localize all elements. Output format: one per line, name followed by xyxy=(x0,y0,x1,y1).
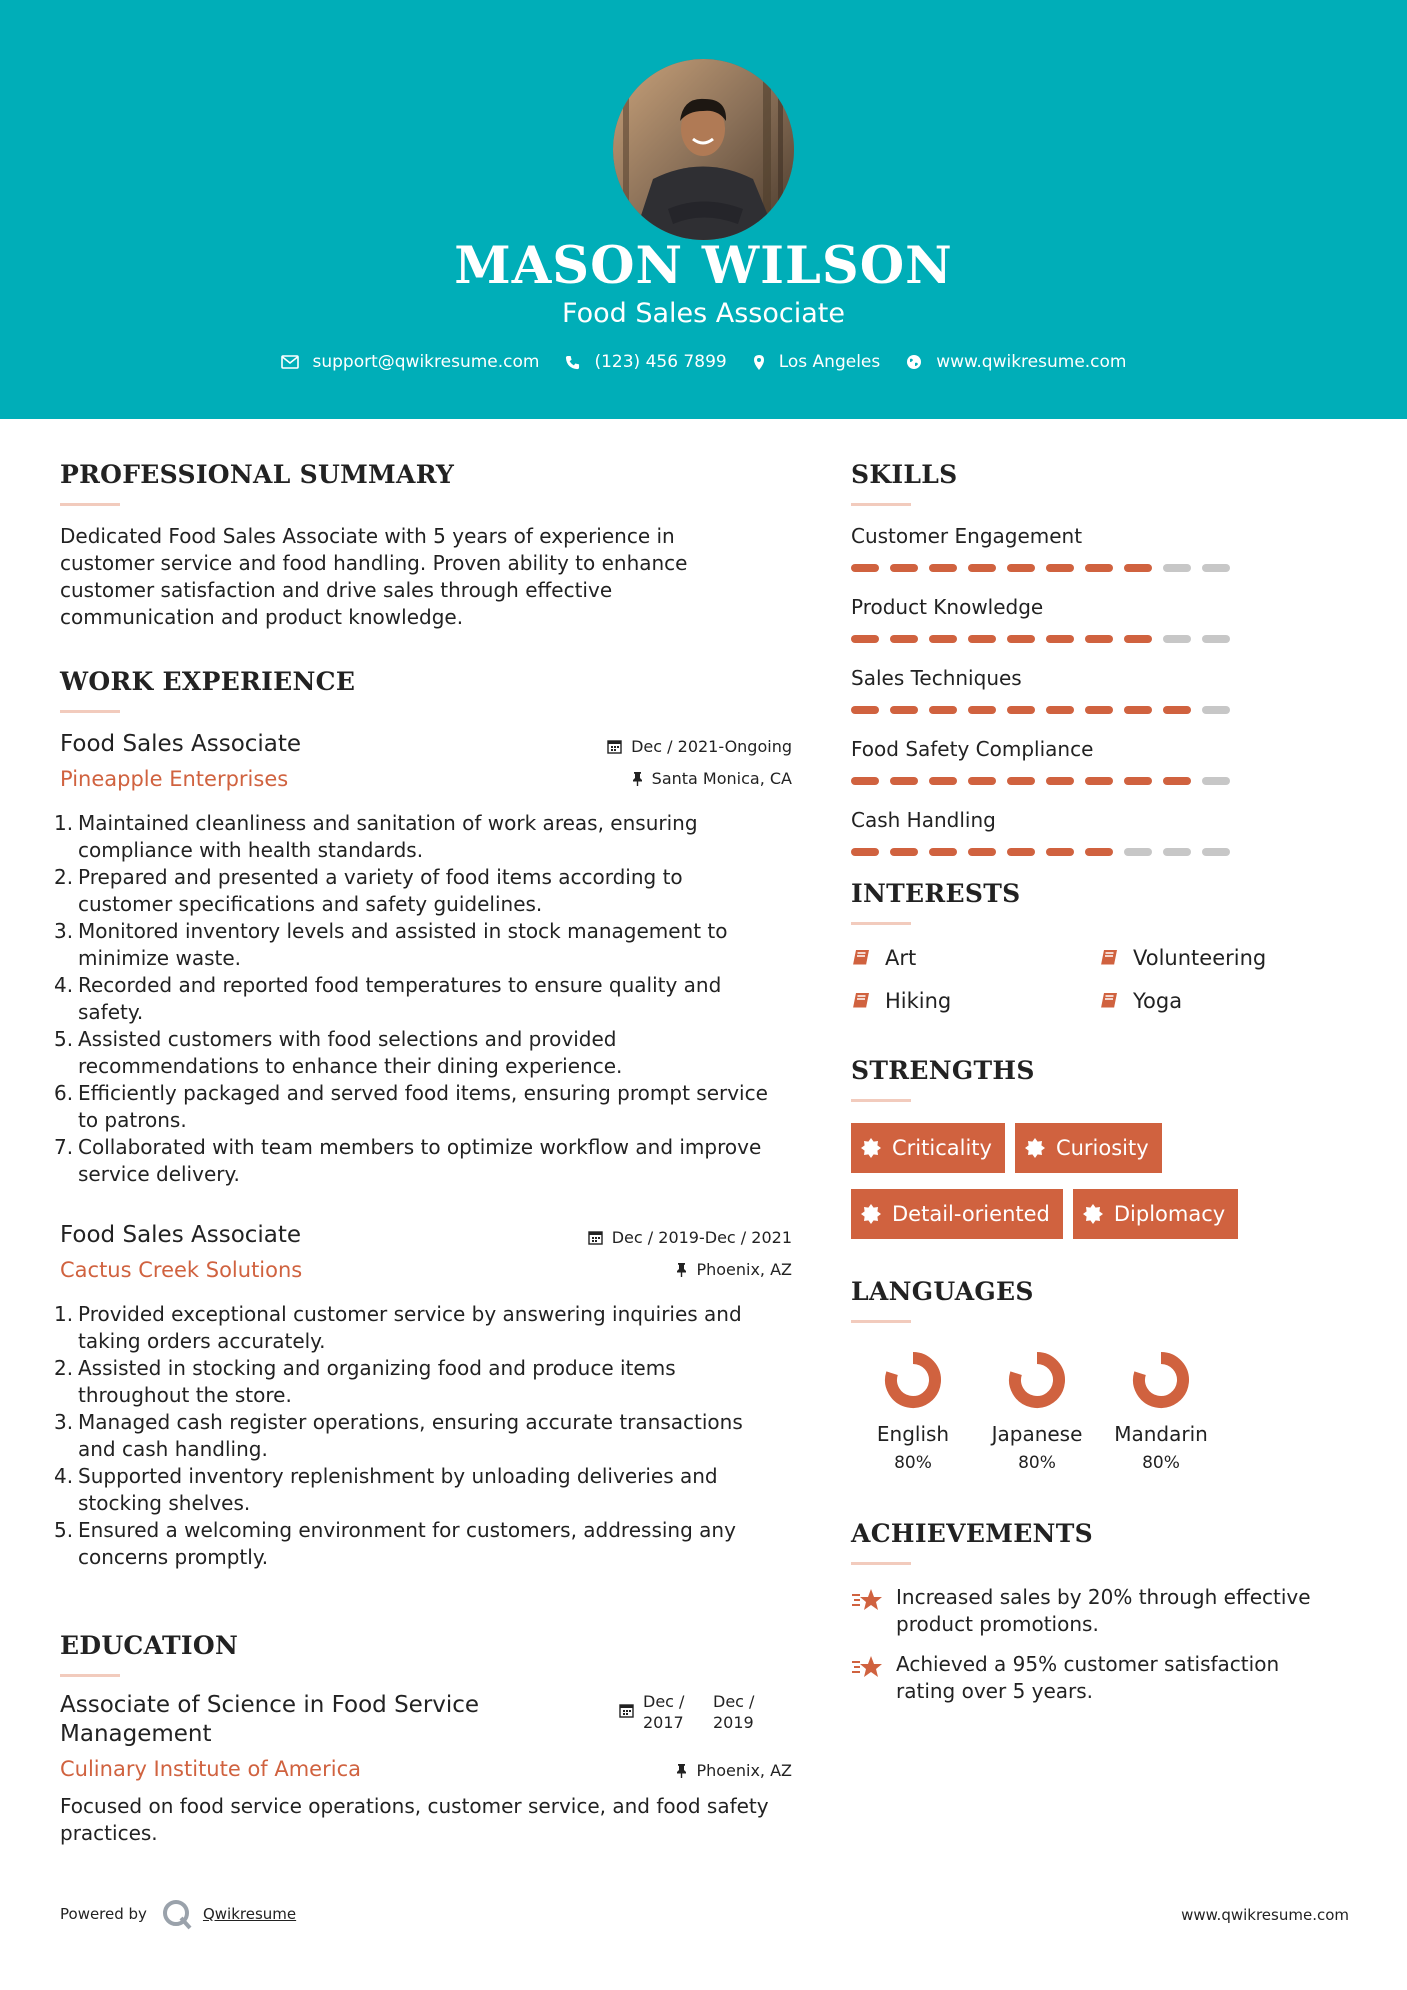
item-text: Prepared and presented a variety of food items according to customer specifications and safety guidelines. xyxy=(78,865,683,916)
languages-section xyxy=(851,1277,1351,1473)
languages-list xyxy=(851,1350,1351,1473)
job-date xyxy=(607,737,792,756)
book-icon xyxy=(851,948,871,968)
contact-website[interactable] xyxy=(906,352,1126,372)
job-date xyxy=(588,1228,792,1247)
rating-dot-filled xyxy=(851,635,879,643)
interests-section xyxy=(851,879,1351,1013)
language-percent: 80% xyxy=(1018,1453,1056,1473)
profile-photo xyxy=(613,59,794,240)
item-number: 2. xyxy=(54,865,74,889)
job-entry xyxy=(54,1222,792,1571)
job-entry xyxy=(54,731,792,1188)
rating-dot-filled xyxy=(851,848,879,856)
item-number: 4. xyxy=(54,973,74,997)
rating-dot-filled xyxy=(1085,564,1113,572)
achievements-list xyxy=(851,1584,1331,1705)
section-divider xyxy=(851,922,911,925)
skill-name: Cash Handling xyxy=(851,808,996,832)
skill-item xyxy=(851,524,1351,572)
section-divider xyxy=(60,710,120,713)
book-icon xyxy=(1099,991,1119,1011)
contact-location xyxy=(753,352,881,372)
strengths-title: STRENGTHS xyxy=(851,1056,1035,1085)
school-name: Culinary Institute of America xyxy=(60,1757,361,1781)
rating-dot-filled xyxy=(968,706,996,714)
item-text: Managed cash register operations, ensuring accurate transactions and cash handling. xyxy=(78,1410,743,1461)
location-text: Los Angeles xyxy=(778,352,881,372)
interest-item xyxy=(1099,989,1299,1013)
achievement-item xyxy=(851,1584,1331,1638)
skills-title: SKILLS xyxy=(851,460,958,489)
list-item xyxy=(54,1026,776,1080)
language-progress-arc xyxy=(1139,1358,1183,1402)
item-number: 1. xyxy=(54,811,74,835)
item-number: 3. xyxy=(54,1410,74,1434)
job-company: Pineapple Enterprises xyxy=(60,767,289,791)
rating-dot-filled xyxy=(968,564,996,572)
phone-text: (123) 456 7899 xyxy=(594,352,727,372)
interests-title: INTERESTS xyxy=(851,879,1021,908)
job-date-text: Dec / 2021-Ongoing xyxy=(631,737,792,756)
summary-text: Dedicated Food Sales Associate with 5 years of experience in customer service and food handling. Proven ability to enhance customer satisfaction and drive sales through effective communication and product knowledge. xyxy=(60,524,688,629)
item-number: 2. xyxy=(54,1356,74,1380)
rating-dot-empty xyxy=(1124,848,1152,856)
interest-label: Art xyxy=(885,946,917,970)
education-section xyxy=(60,1631,792,1847)
skill-item xyxy=(851,737,1351,785)
job-title: Food Sales Associate xyxy=(60,731,302,757)
item-number: 4. xyxy=(54,1464,74,1488)
rating-dot-filled xyxy=(1007,848,1035,856)
list-item xyxy=(54,972,776,1026)
candidate-role: Food Sales Associate xyxy=(562,298,845,329)
rating-dot-filled xyxy=(1124,777,1152,785)
book-icon xyxy=(1099,948,1119,968)
interest-item xyxy=(1099,946,1299,970)
calendar-icon xyxy=(588,1230,603,1245)
list-item xyxy=(54,1517,776,1571)
language-progress-ring xyxy=(1007,1350,1067,1410)
education-location xyxy=(676,1761,792,1780)
rating-dot-filled xyxy=(890,777,918,785)
degree-title-line1: Associate of Science in Food Service xyxy=(60,1692,480,1718)
strength-label: Diplomacy xyxy=(1113,1202,1226,1226)
rating-dot-filled xyxy=(890,706,918,714)
calendar-icon xyxy=(607,739,622,754)
item-text: Ensured a welcoming environment for customers, addressing any concerns promptly. xyxy=(78,1518,736,1569)
qwikresume-logo-icon xyxy=(161,1898,193,1930)
badge-icon xyxy=(1083,1204,1103,1224)
section-divider xyxy=(851,1562,911,1565)
list-item xyxy=(54,1409,776,1463)
language-item xyxy=(975,1350,1099,1473)
rating-dot-empty xyxy=(1202,777,1230,785)
section-divider xyxy=(851,1320,911,1323)
skills-section xyxy=(851,460,1351,856)
contact-phone[interactable] xyxy=(565,352,726,372)
strength-badge xyxy=(851,1189,1063,1239)
section-divider xyxy=(60,1674,120,1677)
strength-label: Curiosity xyxy=(1055,1136,1149,1160)
rating-dot-filled xyxy=(851,706,879,714)
item-number: 5. xyxy=(54,1027,74,1051)
contact-email[interactable] xyxy=(281,352,540,372)
language-name: English xyxy=(876,1422,950,1446)
job-title: Food Sales Associate xyxy=(60,1222,302,1248)
job-location xyxy=(676,1260,792,1279)
rating-dot-filled xyxy=(1163,706,1191,714)
badge-icon xyxy=(861,1204,881,1224)
book-icon xyxy=(851,991,871,1011)
list-item xyxy=(54,810,776,864)
strengths-list xyxy=(851,1123,1351,1255)
skill-rating xyxy=(851,564,1351,572)
rating-dot-filled xyxy=(1046,564,1074,572)
rating-dot-filled xyxy=(968,635,996,643)
achievement-item xyxy=(851,1651,1331,1705)
item-number: 5. xyxy=(54,1518,74,1542)
list-item xyxy=(54,1463,776,1517)
strength-badge xyxy=(1073,1189,1238,1239)
language-progress-arc xyxy=(891,1358,935,1402)
rating-dot-filled xyxy=(1124,635,1152,643)
rating-dot-filled xyxy=(929,635,957,643)
language-progress-ring xyxy=(883,1350,943,1410)
item-text: Assisted in stocking and organizing food and produce items throughout the store. xyxy=(78,1356,676,1407)
item-number: 3. xyxy=(54,919,74,943)
right-column xyxy=(851,460,1351,1718)
skill-item xyxy=(851,666,1351,714)
summary-section xyxy=(60,460,792,631)
item-text: Collaborated with team members to optimize workflow and improve service delivery. xyxy=(78,1135,762,1186)
job-date-text: Dec / 2019-Dec / 2021 xyxy=(611,1228,792,1247)
list-item xyxy=(54,1301,776,1355)
achievement-text: Increased sales by 20% through effective product promotions. xyxy=(896,1585,1311,1636)
skills-list xyxy=(851,524,1351,856)
achievements-section xyxy=(851,1519,1351,1705)
rating-dot-filled xyxy=(1046,777,1074,785)
item-text: Assisted customers with food selections and provided recommendations to enhance their dining experience. xyxy=(78,1027,623,1078)
calendar-icon xyxy=(619,1703,634,1718)
rating-dot-filled xyxy=(1046,706,1074,714)
rating-dot-filled xyxy=(890,564,918,572)
end-year: 2019 xyxy=(713,1713,754,1732)
language-percent: 80% xyxy=(894,1453,932,1473)
start-month: Dec / xyxy=(643,1692,685,1711)
experience-section xyxy=(54,667,792,1571)
rating-dot-filled xyxy=(1085,635,1113,643)
strengths-section xyxy=(851,1056,1351,1255)
footer-powered xyxy=(60,1898,296,1930)
rating-dot-filled xyxy=(1085,777,1113,785)
rating-dot-filled xyxy=(1046,848,1074,856)
section-divider xyxy=(60,503,120,506)
brand-link[interactable]: Qwikresume xyxy=(202,1905,297,1923)
rating-dot-empty xyxy=(1202,635,1230,643)
rating-dot-empty xyxy=(1202,706,1230,714)
achievements-title: ACHIEVEMENTS xyxy=(851,1519,1093,1548)
item-number: 6. xyxy=(54,1081,74,1105)
phone-icon xyxy=(565,355,580,370)
list-item xyxy=(54,1134,776,1188)
rating-dot-empty xyxy=(1163,848,1191,856)
start-year: 2017 xyxy=(643,1713,684,1732)
item-number: 1. xyxy=(54,1302,74,1326)
job-location-text: Phoenix, AZ xyxy=(696,1260,792,1279)
item-number: 7. xyxy=(54,1135,74,1159)
education-title: EDUCATION xyxy=(60,1631,239,1660)
rating-dot-filled xyxy=(1007,706,1035,714)
left-column xyxy=(54,460,792,1847)
resume-header xyxy=(0,0,1407,419)
section-divider xyxy=(851,1099,911,1102)
job-location-text: Santa Monica, CA xyxy=(651,769,792,788)
summary-title: PROFESSIONAL SUMMARY xyxy=(60,460,455,489)
rating-dot-empty xyxy=(1163,635,1191,643)
interest-item xyxy=(851,989,1099,1013)
rating-dot-filled xyxy=(851,564,879,572)
interests-list xyxy=(851,946,1351,1013)
item-text: Recorded and reported food temperatures to ensure quality and safety. xyxy=(78,973,722,1024)
footer-website[interactable]: www.qwikresume.com xyxy=(1181,1906,1349,1924)
powered-by-label: Powered by xyxy=(60,1905,147,1923)
language-item xyxy=(1099,1350,1223,1473)
education-dates xyxy=(619,1691,754,1733)
rating-dot-filled xyxy=(1163,777,1191,785)
end-month: Dec / xyxy=(713,1692,755,1711)
experience-title: WORK EXPERIENCE xyxy=(60,667,356,696)
item-text: Provided exceptional customer service by answering inquiries and taking orders accurately. xyxy=(78,1302,742,1353)
job-duties xyxy=(54,1301,776,1571)
skill-rating xyxy=(851,848,1351,856)
item-text: Monitored inventory levels and assisted in stock management to minimize waste. xyxy=(78,919,728,970)
interest-item xyxy=(851,946,1099,970)
language-progress-ring xyxy=(1131,1350,1191,1410)
rating-dot-filled xyxy=(1007,564,1035,572)
list-item xyxy=(54,864,776,918)
job-duties xyxy=(54,810,776,1188)
skill-name: Food Safety Compliance xyxy=(851,737,1094,761)
language-progress-arc xyxy=(1015,1358,1059,1402)
job-location xyxy=(632,769,792,788)
contact-bar xyxy=(0,352,1407,372)
skill-name: Sales Techniques xyxy=(851,666,1022,690)
skill-rating xyxy=(851,635,1351,643)
rating-dot-empty xyxy=(1202,564,1230,572)
item-text: Supported inventory replenishment by unloading deliveries and stocking shelves. xyxy=(78,1464,718,1515)
rating-dot-filled xyxy=(968,777,996,785)
skill-rating xyxy=(851,706,1351,714)
interest-label: Hiking xyxy=(885,989,952,1013)
rating-dot-filled xyxy=(890,635,918,643)
badge-icon xyxy=(1025,1138,1045,1158)
section-divider xyxy=(851,503,911,506)
interest-label: Yoga xyxy=(1133,989,1183,1013)
rating-dot-filled xyxy=(929,564,957,572)
rating-dot-filled xyxy=(1007,635,1035,643)
rating-dot-filled xyxy=(1085,848,1113,856)
rating-dot-empty xyxy=(1202,848,1230,856)
envelope-icon xyxy=(281,355,299,369)
pushpin-icon xyxy=(632,771,643,786)
list-item xyxy=(54,1355,776,1409)
list-item xyxy=(54,1080,776,1134)
rating-dot-filled xyxy=(1046,635,1074,643)
website-text: www.qwikresume.com xyxy=(936,352,1127,372)
skill-item xyxy=(851,595,1351,643)
language-name: Mandarin xyxy=(1114,1422,1208,1446)
pushpin-icon xyxy=(676,1763,687,1778)
badge-icon xyxy=(861,1138,881,1158)
strength-label: Detail-oriented xyxy=(892,1202,1050,1226)
rating-dot-filled xyxy=(1085,706,1113,714)
rating-dot-filled xyxy=(890,848,918,856)
strength-badge xyxy=(1015,1123,1162,1173)
strength-label: Criticality xyxy=(892,1136,992,1160)
skill-name: Product Knowledge xyxy=(851,595,1044,619)
rating-dot-filled xyxy=(929,777,957,785)
rating-dot-filled xyxy=(1007,777,1035,785)
skill-item xyxy=(851,808,1351,856)
item-text: Efficiently packaged and served food items, ensuring prompt service to patrons. xyxy=(78,1081,768,1132)
achievement-text: Achieved a 95% customer satisfaction rating over 5 years. xyxy=(896,1652,1280,1703)
rating-dot-empty xyxy=(1163,564,1191,572)
job-company: Cactus Creek Solutions xyxy=(60,1258,303,1282)
language-name: Japanese xyxy=(991,1422,1083,1446)
strength-badge xyxy=(851,1123,1005,1173)
rating-dot-filled xyxy=(968,848,996,856)
education-location-text: Phoenix, AZ xyxy=(696,1761,792,1780)
star-icon xyxy=(851,1655,883,1679)
rating-dot-filled xyxy=(929,706,957,714)
rating-dot-filled xyxy=(1124,706,1152,714)
skill-name: Customer Engagement xyxy=(851,524,1083,548)
interest-label: Volunteering xyxy=(1133,946,1267,970)
language-item xyxy=(851,1350,975,1473)
globe-icon xyxy=(906,354,922,370)
rating-dot-filled xyxy=(929,848,957,856)
rating-dot-filled xyxy=(1124,564,1152,572)
skill-rating xyxy=(851,777,1351,785)
languages-title: LANGUAGES xyxy=(851,1277,1034,1306)
language-percent: 80% xyxy=(1142,1453,1180,1473)
rating-dot-filled xyxy=(851,777,879,785)
star-icon xyxy=(851,1588,883,1612)
list-item xyxy=(54,918,776,972)
education-description: Focused on food service operations, customer service, and food safety practices. xyxy=(60,1794,769,1845)
pushpin-icon xyxy=(676,1262,687,1277)
candidate-name: MASON WILSON xyxy=(454,236,953,296)
item-text: Maintained cleanliness and sanitation of work areas, ensuring compliance with health standards. xyxy=(78,811,698,862)
email-text: support@qwikresume.com xyxy=(312,352,540,372)
map-pin-icon xyxy=(753,354,765,371)
degree-title-line2: Management xyxy=(60,1721,212,1747)
